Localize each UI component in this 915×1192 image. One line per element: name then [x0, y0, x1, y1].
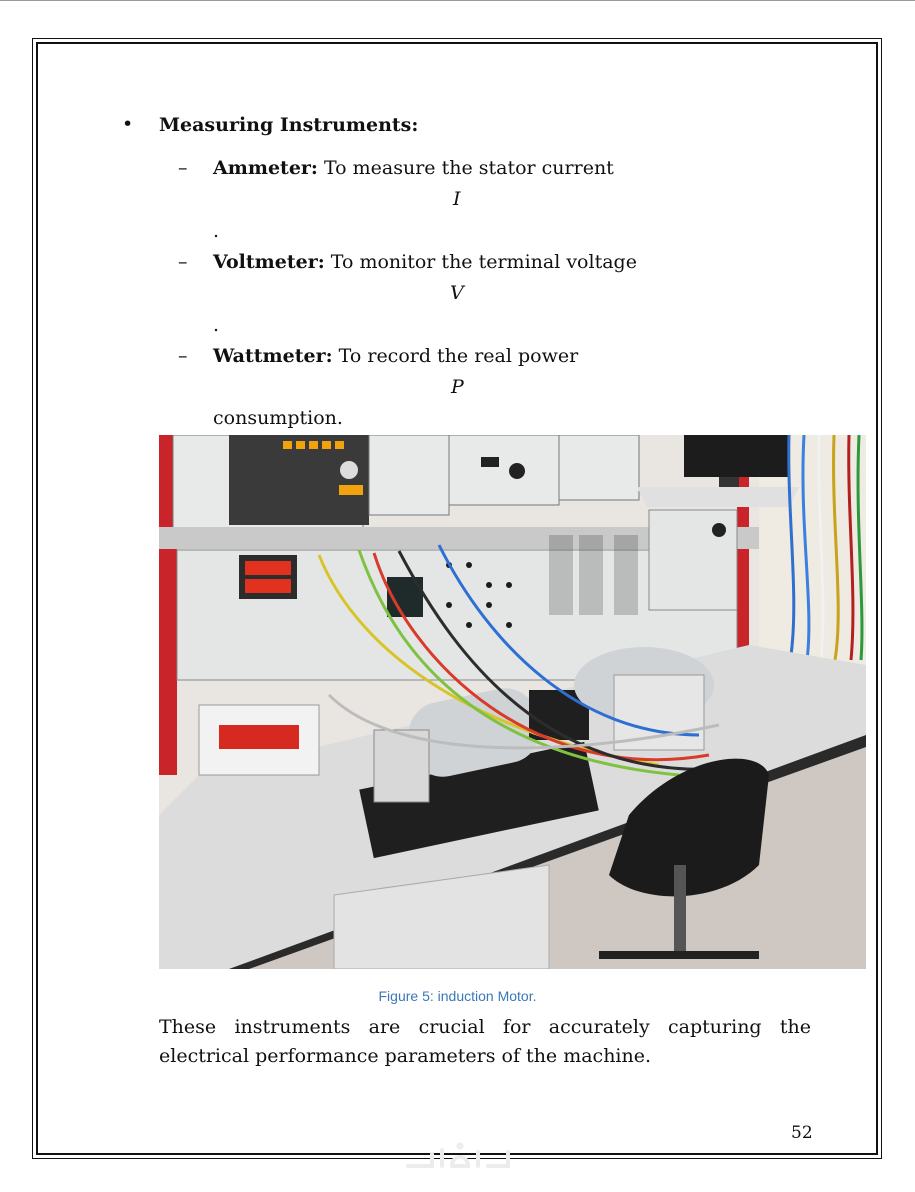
- bullet-icon: •: [122, 113, 134, 135]
- item-term: Ammeter:: [213, 157, 318, 179]
- section-heading: Measuring Instruments:: [159, 114, 419, 136]
- math-symbol-current: I: [453, 188, 461, 210]
- page-number: 52: [791, 1123, 813, 1143]
- page-top-rule: [0, 0, 915, 1]
- list-item-voltmeter: [213, 251, 637, 273]
- list-item-wattmeter: [213, 345, 578, 367]
- math-symbol-power: P: [451, 376, 464, 398]
- list-item-ammeter: [213, 157, 614, 179]
- dash-icon: –: [178, 157, 188, 179]
- item-period: .: [213, 314, 220, 336]
- item-continuation: consumption.: [213, 407, 343, 429]
- item-text: To monitor the terminal voltage: [324, 251, 637, 273]
- dash-icon: –: [178, 251, 188, 273]
- item-term: Wattmeter:: [213, 345, 333, 367]
- item-text: To measure the stator current: [317, 157, 614, 179]
- body-paragraph: These instruments are crucial for accurately capturing the electrical performance parameters of the machine.: [159, 1016, 811, 1067]
- item-text: To record the real power: [332, 345, 579, 367]
- figure-caption: Figure 5: induction Motor.: [378, 988, 537, 1004]
- dash-icon: –: [178, 345, 188, 367]
- math-symbol-voltage: V: [450, 282, 464, 304]
- watermark-logo: [402, 1140, 514, 1174]
- item-period: .: [213, 220, 220, 242]
- induction-motor-photo: [159, 435, 866, 969]
- item-term: Voltmeter:: [213, 251, 325, 273]
